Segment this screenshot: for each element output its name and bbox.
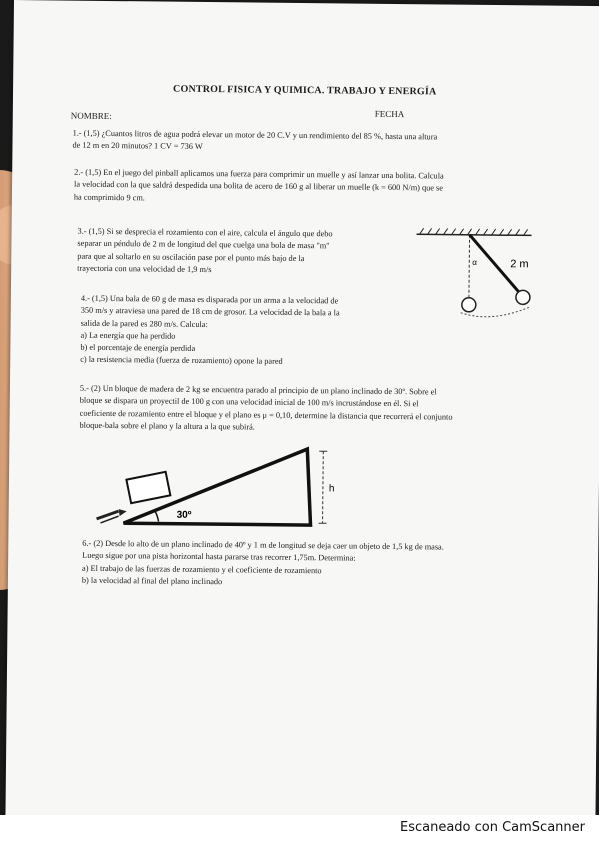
projectile-arrow <box>97 509 127 523</box>
q4-line: 350 m/s y atraviesa una pared de 18 cm de grosor. La velocidad de la bala a la <box>80 306 340 318</box>
question-6 <box>82 538 599 593</box>
exam-sheet <box>5 0 599 821</box>
q6-item-b: b) la velocidad al final del plano inclinado <box>81 575 223 587</box>
q3-line: trayectoria con una velocidad de 1,9 m/s <box>77 263 212 274</box>
angle-30-label: 30º <box>176 509 192 521</box>
q5-line: bloque-bala sobre el plano y la altura a la que subirá. <box>79 420 255 432</box>
q6-line: 6.- (2) Desde lo alto de un plano inclinado de 40º y 1 m de longitud se deja caer un objeto de 1,5 kg de masa. <box>82 538 444 552</box>
q4-item-b: b) el porcentaje de energía perdida <box>80 342 196 354</box>
question-2 <box>74 167 589 209</box>
name-label: NOMBRE: <box>70 110 112 122</box>
incline-diagram <box>78 441 349 534</box>
q2-line: la velocidad con la que saldrá despedida una bolita de acero de 160 g al liberar un muelle (k = 600 N/m) que se <box>74 179 444 193</box>
q4-item-c: c) la resistencia media (fuerza de rozamiento) opone la pared <box>80 355 283 367</box>
angle-alpha-label: α <box>472 257 477 267</box>
question-3 <box>77 226 407 279</box>
height-line <box>323 451 324 523</box>
q4-line: 4.- (1,5) Una bala de 60 g de masa es disparada por un arma a la velocidad de <box>80 293 339 306</box>
length-label: 2 m <box>510 258 529 271</box>
q6-line: Luego sigue por una pista horizontal hasta pararse tras recorrer 1,75m. Determina: <box>82 551 356 563</box>
q6-item-a: a) El trabajo de las fuerzas de rozamiento y el coeficiente de rozamiento <box>82 563 322 575</box>
q5-line: bloque se dispara un proyectil de 100 g con una velocidad inicial de 100 m/s incrustándose en él. Si el <box>79 396 419 409</box>
date-label: FECHA <box>374 108 405 120</box>
q3-line: para que al soltarlo en su oscilación pase por el punto más bajo de la <box>77 251 305 263</box>
pendulum-diagram <box>411 226 542 327</box>
q1-line: 1.- (1,5) ¿Cuantos litros de agua podrá elevar un motor de 20 C.V y un rendimiento del 85 %, hasta una altura <box>72 128 438 142</box>
exam-title: CONTROL FISICA Y QUIMICA. TRABAJO Y ENERGÍA <box>173 83 437 98</box>
q5-line: 5.- (2) Un bloque de madera de 2 kg se encuentra parado al principio de un plano inclinado de 30º. Sobre el <box>79 383 437 397</box>
q2-line: ha comprimido 9 cm. <box>73 192 145 202</box>
wood-block <box>126 472 170 503</box>
height-label: h <box>328 483 335 495</box>
q1-line: de 12 m en 20 minutos? 1 CV = 736 W <box>72 140 203 152</box>
q3-line: separar un péndulo de 2 m de longitud del que cuelga una bola de masa "m" <box>77 238 330 251</box>
angle-arc <box>155 511 159 522</box>
q3-line: 3.- (1,5) Si se desprecia el rozamiento con el aire, calcula el ángulo que debo <box>77 226 333 239</box>
camscanner-watermark: Escaneado con CamScanner <box>399 820 585 835</box>
bob-rest <box>462 298 476 312</box>
ceiling-line <box>417 234 532 235</box>
q4-line: salida de la pared es 280 m/s. Calcula: <box>80 318 208 329</box>
question-5 <box>79 383 599 438</box>
q2-line: 2.- (1,5) En el juego del pinball aplicamos una fuerza para comprimir un muelle y así lanzar una bolita. Calcula <box>74 167 444 181</box>
vertical-rest-line <box>469 235 470 299</box>
question-4 <box>80 293 411 370</box>
q5-line: coeficiente de rozamiento entre el bloque y el plano es μ = 0,10, determine la distancia que recorrerá el conjunto <box>79 408 453 422</box>
bob-displaced <box>516 290 530 304</box>
q4-item-a: a) La energía que ha perdido <box>80 330 176 341</box>
question-1 <box>72 128 587 158</box>
